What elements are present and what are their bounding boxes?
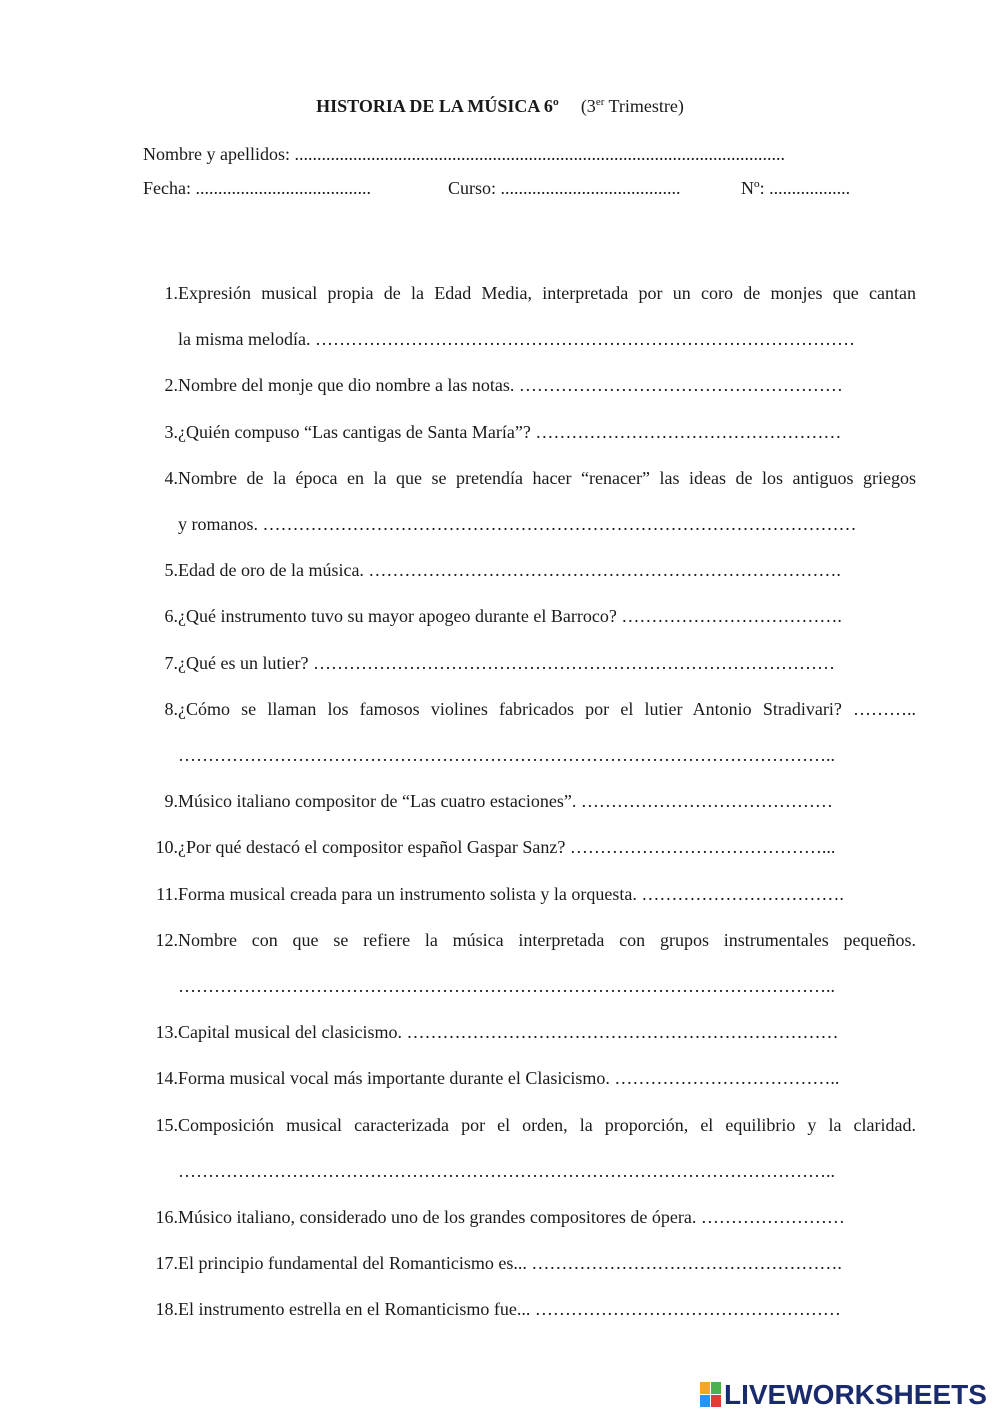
- question-text[interactable]: El principio fundamental del Romanticismo es... …………………………………………….: [178, 1253, 842, 1274]
- question-number: 5.: [164, 560, 178, 581]
- question-text[interactable]: Expresión musical propia de la Edad Media, interpretada por un coro de monjes que cantan: [178, 283, 916, 303]
- question-text[interactable]: Músico italiano, considerado uno de los grandes compositores de ópera. ……………………: [178, 1207, 845, 1227]
- question-number: 3.: [164, 421, 178, 442]
- question-item: [143, 835, 916, 859]
- liveworksheets-text: LIVEWORKSHEETS: [724, 1379, 987, 1410]
- question-item: [143, 928, 916, 952]
- term-suffix: Trimestre): [604, 96, 684, 116]
- name-field[interactable]: Nombre y apellidos: .............................................................................................................: [143, 144, 785, 164]
- question-number: 9.: [164, 791, 178, 812]
- question-text[interactable]: Nombre del monje que dio nombre a las notas. ………………………………………………: [178, 375, 843, 396]
- question-item: [143, 789, 916, 813]
- answer-line[interactable]: ………………………………………………………………………………………………..: [178, 745, 835, 765]
- question-item: [143, 420, 916, 444]
- question-item: [143, 882, 916, 906]
- question-item: [143, 1297, 916, 1321]
- course-field[interactable]: Curso: ........................................: [448, 178, 681, 198]
- worksheet-title: [0, 94, 1000, 118]
- answer-line[interactable]: ………………………………………………………………………………………………..: [178, 1160, 835, 1181]
- question-text[interactable]: ¿Cómo se llaman los famosos violines fabricados por el lutier Antonio Stradivari? ………..: [178, 698, 916, 719]
- question-text[interactable]: ¿Qué instrumento tuvo su mayor apogeo durante el Barroco? ……………………………….: [178, 606, 842, 627]
- question-number: 6.: [164, 606, 178, 627]
- question-item: [143, 651, 916, 675]
- liveworksheets-icon: [700, 1382, 722, 1408]
- question-item: [143, 1205, 916, 1229]
- question-item: [143, 1020, 916, 1044]
- question-number: 12.: [155, 929, 178, 950]
- question-item: [143, 697, 916, 721]
- question-item: [143, 1113, 916, 1137]
- question-text[interactable]: Composición musical caracterizada por el orden, la proporción, el equilibrio y la claridad.: [178, 1114, 916, 1135]
- question-text[interactable]: El instrumento estrella en el Romanticismo fue... ……………………………………………: [178, 1299, 841, 1320]
- question-number: 4.: [164, 467, 178, 488]
- question-text[interactable]: ¿Qué es un lutier? ……………………………………………………………………………: [178, 652, 835, 673]
- answer-line[interactable]: y romanos. ………………………………………………………………………………………: [178, 514, 857, 534]
- question-text[interactable]: Nombre de la época en la que se pretendía hacer “renacer” las ideas de los antiguos griegos: [178, 467, 916, 488]
- question-text[interactable]: ¿Quién compuso “Las cantigas de Santa María”? ……………………………………………: [178, 421, 842, 442]
- question-text[interactable]: Edad de oro de la música. …………………………………………………………………….: [178, 560, 841, 581]
- term-prefix: (3: [580, 96, 596, 116]
- number-field[interactable]: Nº: ..................: [741, 178, 851, 198]
- question-text[interactable]: Forma musical vocal más importante durante el Clasicismo. ………………………………..: [178, 1068, 840, 1089]
- question-text[interactable]: Capital musical del clasicismo. ………………………………………………………………: [178, 1022, 839, 1043]
- answer-line[interactable]: la misma melodía. ………………………………………………………………………………: [178, 329, 855, 350]
- question-number: 11.: [156, 883, 178, 904]
- question-number: 18.: [155, 1299, 178, 1320]
- question-number: 1.: [164, 283, 178, 303]
- question-number: 8.: [164, 698, 178, 719]
- question-number: 15.: [155, 1114, 178, 1135]
- question-text[interactable]: Forma musical creada para un instrumento solista y la orquesta. …………………………….: [178, 883, 844, 904]
- question-item: [143, 1066, 916, 1090]
- question-text[interactable]: ¿Por qué destacó el compositor español Gaspar Sanz? ……………………………………...: [178, 837, 836, 858]
- question-item: [143, 1251, 916, 1275]
- question-number: 14.: [155, 1068, 178, 1089]
- question-item: [143, 558, 916, 582]
- date-field[interactable]: Fecha: .......................................: [143, 178, 371, 198]
- question-item: [143, 281, 916, 305]
- question-number: 2.: [164, 375, 178, 396]
- question-number: 16.: [155, 1207, 178, 1227]
- liveworksheets-logo: [700, 1380, 995, 1410]
- question-text[interactable]: Músico italiano compositor de “Las cuatro estaciones”. ……………………………………: [178, 791, 833, 812]
- question-number: 13.: [155, 1022, 178, 1043]
- question-item: [143, 604, 916, 628]
- title-main: HISTORIA DE LA MÚSICA 6º: [316, 96, 559, 116]
- question-item: [143, 466, 916, 490]
- question-number: 7.: [164, 652, 178, 673]
- question-item: [143, 373, 916, 397]
- answer-line[interactable]: ………………………………………………………………………………………………..: [178, 976, 835, 996]
- question-number: 17.: [155, 1253, 178, 1274]
- title-term: [581, 96, 684, 116]
- term-sup: er: [595, 96, 605, 108]
- question-number: 10.: [155, 837, 178, 858]
- question-text[interactable]: Nombre con que se refiere la música interpretada con grupos instrumentales pequeños.: [178, 929, 916, 950]
